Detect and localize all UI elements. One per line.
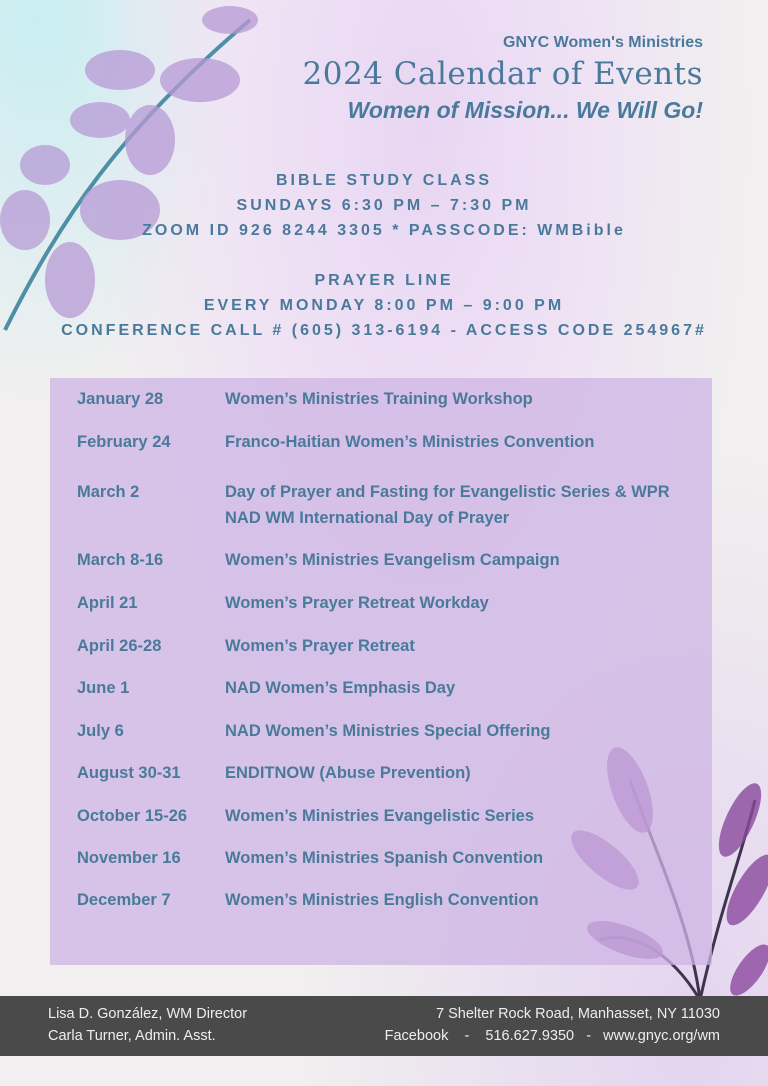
director-name: Lisa D. González, WM Director xyxy=(48,1006,248,1022)
event-date: January 28 xyxy=(77,390,164,408)
event-row xyxy=(77,483,670,531)
prayer-line-time: EVERY MONDAY 8:00 PM – 9:00 PM xyxy=(203,297,565,314)
event-date: July 6 xyxy=(77,722,124,740)
events-panel xyxy=(50,378,712,965)
event-row xyxy=(77,722,550,744)
prayer-line-section xyxy=(0,268,768,343)
event-row xyxy=(77,807,534,829)
event-row xyxy=(77,679,455,701)
facebook-link[interactable]: Facebook xyxy=(384,1028,449,1044)
event-title: NAD Women’s Emphasis Day xyxy=(225,679,456,697)
event-title: Women’s Ministries English Convention xyxy=(225,891,539,909)
bible-study-zoom: ZOOM ID 926 8244 3305 * PASSCODE: WMBible xyxy=(142,222,626,239)
event-date: November 16 xyxy=(77,849,181,867)
website-link[interactable]: www.gnyc.org/wm xyxy=(603,1028,720,1044)
separator: - xyxy=(464,1028,470,1044)
event-date: March 2 xyxy=(77,483,140,501)
event-title: Day of Prayer and Fasting for Evangelistic Series & WPR xyxy=(225,483,670,501)
event-row xyxy=(77,594,489,616)
event-date: March 8-16 xyxy=(77,551,164,569)
event-row xyxy=(77,764,471,786)
bible-study-time: SUNDAYS 6:30 PM – 7:30 PM xyxy=(236,197,532,214)
event-row xyxy=(77,390,533,412)
event-title: Women’s Ministries Spanish Convention xyxy=(225,849,544,867)
event-row xyxy=(77,637,415,659)
footer-bar xyxy=(0,996,768,1056)
separator: - xyxy=(586,1028,592,1044)
bible-study-section xyxy=(0,168,768,243)
event-date: June 1 xyxy=(77,679,130,697)
prayer-line-heading: PRAYER LINE xyxy=(314,272,454,289)
phone-number[interactable]: 516.627.9350 xyxy=(485,1028,575,1044)
event-date: April 21 xyxy=(77,594,138,612)
event-title: Women’s Ministries Evangelistic Series xyxy=(225,807,535,825)
prayer-line-call: CONFERENCE CALL # (605) 313-6194 - ACCESS CODE 254967# xyxy=(61,322,707,339)
org-name: GNYC Women's Ministries xyxy=(503,34,703,51)
event-title: Women’s Prayer Retreat Workday xyxy=(225,594,489,612)
event-row xyxy=(77,551,560,573)
event-row xyxy=(77,433,594,455)
event-title: ENDITNOW (Abuse Prevention) xyxy=(225,764,471,782)
event-date: December 7 xyxy=(77,891,171,909)
assistant-name: Carla Turner, Admin. Asst. xyxy=(48,1028,216,1044)
event-date: February 24 xyxy=(77,433,171,451)
event-title: Women’s Ministries Training Workshop xyxy=(225,390,533,408)
address: 7 Shelter Rock Road, Manhasset, NY 11030 xyxy=(436,1006,720,1022)
event-date: August 30-31 xyxy=(77,764,181,782)
event-date: October 15-26 xyxy=(77,807,188,825)
event-title: Women’s Ministries Evangelism Campaign xyxy=(225,551,560,569)
event-title: NAD Women’s Ministries Special Offering xyxy=(225,722,551,740)
event-title: Franco-Haitian Women’s Ministries Convention xyxy=(225,433,595,451)
event-title: Women’s Prayer Retreat xyxy=(225,637,415,655)
tagline: Women of Mission... We Will Go! xyxy=(347,97,703,123)
bible-study-heading: BIBLE STUDY CLASS xyxy=(275,172,493,189)
event-row xyxy=(77,849,543,871)
event-date: April 26-28 xyxy=(77,637,162,655)
event-row xyxy=(77,891,539,913)
event-title: NAD WM International Day of Prayer xyxy=(225,509,510,527)
page-title: 2024 Calendar of Events xyxy=(302,56,703,92)
